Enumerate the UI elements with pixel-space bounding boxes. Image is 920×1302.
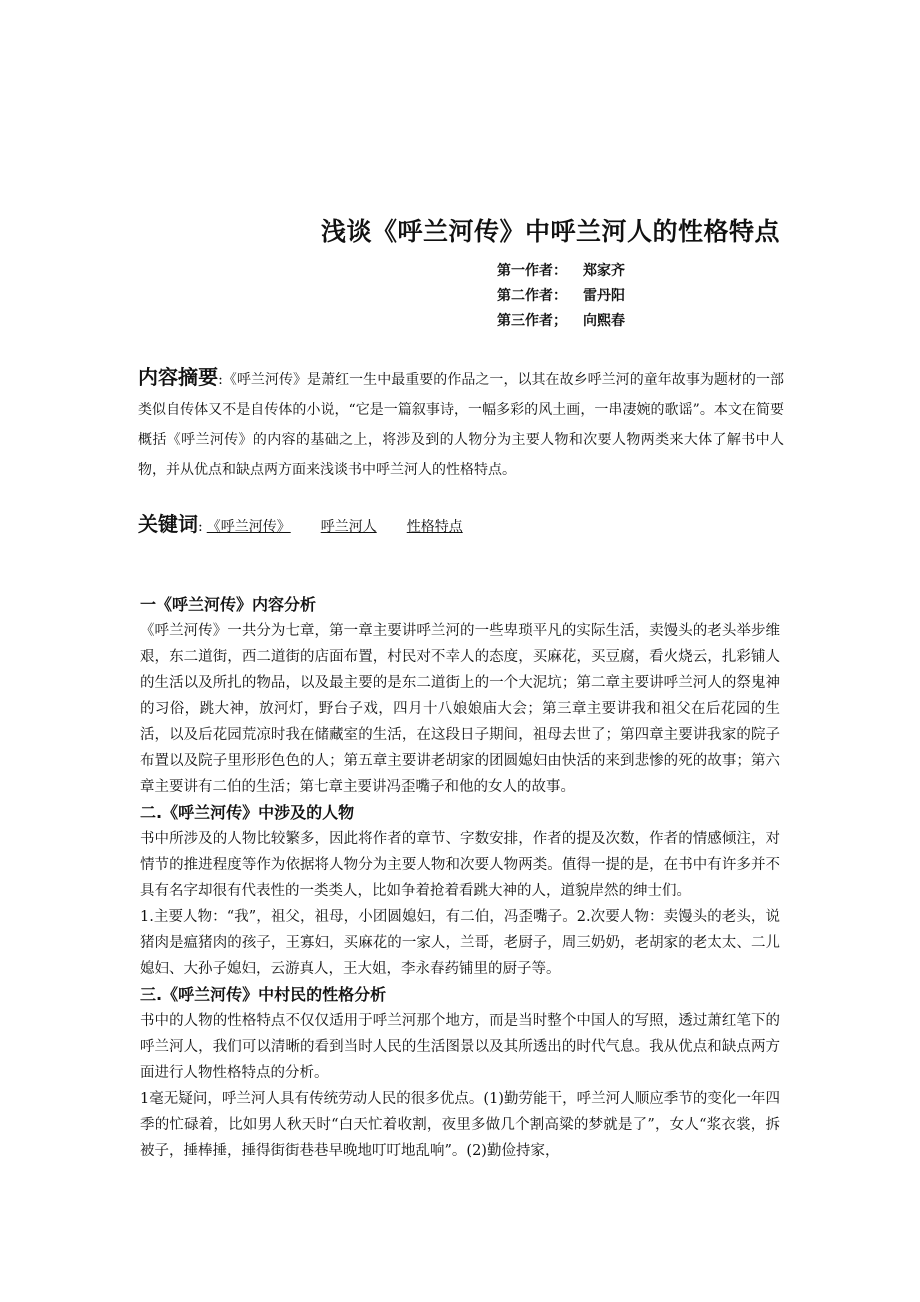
keywords-label: 关键词 bbox=[138, 512, 198, 536]
section-heading: 三.《呼兰河传》中村民的性格分析 bbox=[140, 985, 387, 1004]
section-heading: 二.《呼兰河传》中涉及的人物 bbox=[140, 803, 355, 822]
keyword-list bbox=[207, 519, 463, 535]
abstract bbox=[138, 362, 784, 485]
author-row bbox=[497, 259, 625, 284]
author-name: 郑家齐 bbox=[583, 263, 625, 279]
author-row bbox=[497, 309, 625, 334]
author-name: 向熙春 bbox=[583, 313, 625, 329]
author-row bbox=[497, 284, 625, 309]
body-text bbox=[140, 592, 780, 1164]
section-paragraph: 书中所涉及的人物比较繁多，因此将作者的章节、字数安排，作者的提及次数，作者的情感倾注，对情节的推进程度等作为依据将人物分为主要人物和次要人物两类。值得一提的是，在书中有许多并不具有名字却很有代表性的一类类人，比如争着抢着看跳大神的人，道貌岸然的绅士们。 bbox=[140, 831, 780, 899]
section-heading: 一《呼兰河传》内容分析 bbox=[140, 595, 317, 614]
keyword: 《呼兰河传》 bbox=[206, 519, 291, 535]
abstract-label: 内容摘要 bbox=[138, 365, 219, 389]
keyword: 呼兰河人 bbox=[320, 519, 377, 535]
paper-title: 浅谈《呼兰河传》中呼兰河人的性格特点 bbox=[320, 217, 780, 246]
author-role: 第三作者； bbox=[497, 313, 567, 329]
section-paragraph: 1.主要人物：“我”，祖父，祖母，小团圆媳妇，有二伯，冯歪嘴子。2.次要人物：卖馒头的老头，说猪肉是瘟猪肉的孩子，王寡妇，买麻花的一家人，兰哥，老厨子，周三奶奶，老胡家的老太太、二儿媳妇、大孙子媳妇，云游真人，王大姐，李永春药铺里的厨子等。 bbox=[140, 909, 780, 977]
keywords-separator: : bbox=[198, 519, 203, 535]
section-paragraph: 1毫无疑问，呼兰河人具有传统劳动人民的很多优点。(1)勤劳能干，呼兰河人顺应季节的变化一年四季的忙碌着，比如男人秋天时“白天忙着收割，夜里多做几个割高粱的梦就是了”，女人“浆衣裳，拆被子，捶棒捶，捶得街街巷巷早晚地叮叮地乱响”。(2)勤俭持家， bbox=[140, 1091, 780, 1159]
section-paragraph: 书中的人物的性格特点不仅仅适用于呼兰河那个地方，而是当时整个中国人的写照，透过萧红笔下的呼兰河人，我们可以清晰的看到当时人民的生活图景以及其所透出的时代气息。我从优点和缺点两方面进行人物性格特点的分析。 bbox=[140, 1013, 780, 1081]
author-list bbox=[497, 259, 625, 334]
keywords bbox=[138, 508, 463, 537]
section-paragraph: 《呼兰河传》一共分为七章，第一章主要讲呼兰河的一些卑琐平凡的实际生活，卖馒头的老头举步维艰，东二道街，西二道街的店面布置，村民对不幸人的态度，买麻花，买豆腐，看火烧云，扎彩铺人的生活以及所扎的物品，以及最主要的是东二道街上的一个大泥坑；第二章主要讲呼兰河人的祭鬼神的习俗，跳大神，放河灯，野台子戏，四月十八娘娘庙大会；第三章主要讲我和祖父在后花园的生活，以及后花园荒凉时我在储藏室的生活，在这段日子期间，祖母去世了；第四章主要讲我家的院子布置以及院子里形形色色的人；第五章主要讲老胡家的团圆媳妇由快活的来到悲惨的死的故事；第六章主要讲有二伯的生活；第七章主要讲冯歪嘴子和他的女人的故事。 bbox=[140, 623, 780, 795]
author-name: 雷丹阳 bbox=[583, 288, 625, 304]
abstract-separator: : bbox=[218, 372, 223, 388]
abstract-text: 《呼兰河传》是萧红一生中最重要的作品之一，以其在故乡呼兰河的童年故事为题材的一部类似自传体又不是自传体的小说，“它是一篇叙事诗，一幅多彩的风土画，一串凄婉的歌谣”。本文在简要概括《呼兰河传》的内容的基础之上，将涉及到的人物分为主要人物和次要人物两类来大体了解书中人物，并从优点和缺点两方面来浅谈书中呼兰河人的性格特点。 bbox=[138, 372, 785, 478]
author-role: 第一作者： bbox=[497, 263, 567, 279]
keyword: 性格特点 bbox=[406, 519, 463, 535]
author-role: 第二作者： bbox=[497, 288, 567, 304]
